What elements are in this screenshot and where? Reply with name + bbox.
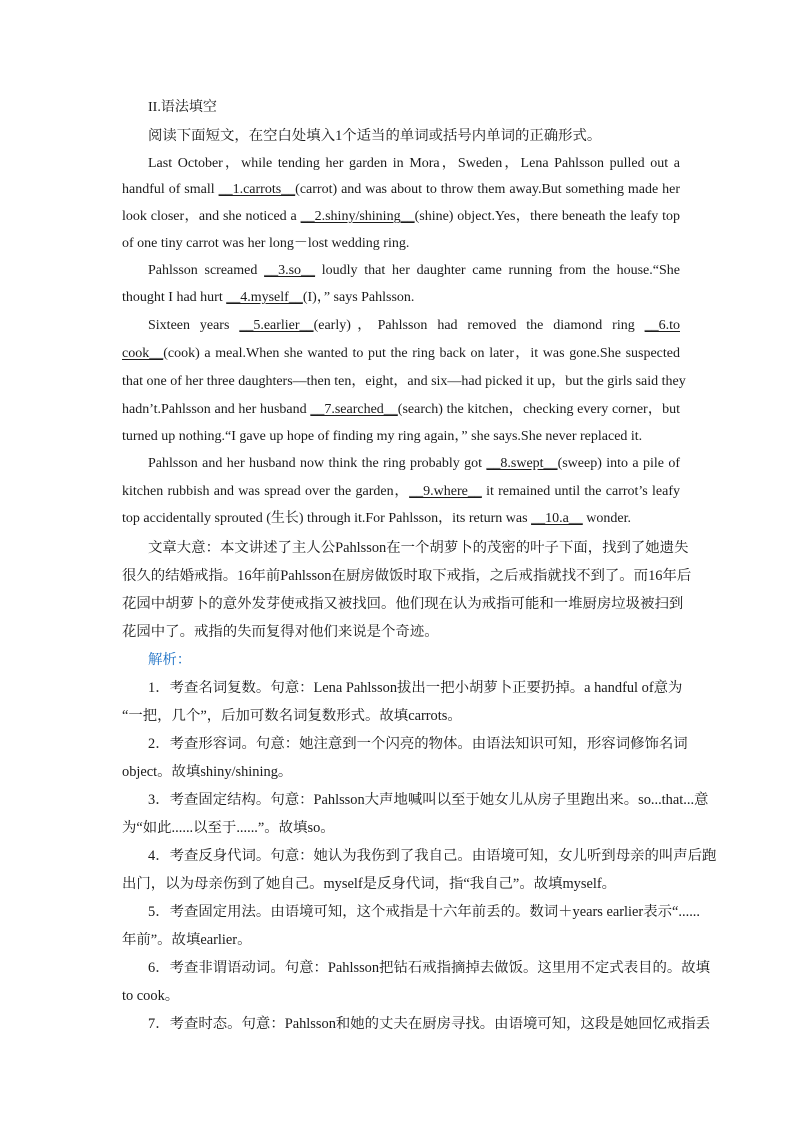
blank-answer-5: __5.earlier__: [239, 318, 314, 333]
blank-answer-1: __1.carrots__: [218, 182, 296, 197]
passage-line: turned up nothing.“I gave up hope of finding my ring again，” she says.She never replaced it.: [122, 429, 643, 444]
analysis-line: to cook。: [122, 988, 180, 1004]
analysis-line: 为“如此......以至于......”。故填so。: [122, 820, 335, 836]
passage-line: of one tiny carrot was her long－lost wedding ring.: [122, 236, 410, 251]
analysis-line: 6．考查非谓语动词。句意：Pahlsson把钻石戒指摘掉去做饭。这里用不定式表目的。故填: [148, 960, 711, 976]
summary-line: 花园中了。戒指的失而复得对他们来说是个奇迹。: [122, 624, 439, 640]
analysis-line: 5．考查固定用法。由语境可知，这个戒指是十六年前丢的。数词＋years earlier表示“......: [148, 904, 700, 920]
passage-line: thought I had hurt __4.myself__(I)，” says Pahlsson.: [122, 290, 415, 305]
analysis-line: 1．考查名词复数。句意：Lena Pahlsson拔出一把小胡萝卜正要扔掉。a handful of意为: [148, 680, 683, 696]
analysis-line: 7．考查时态。句意：Pahlsson和她的丈夫在厨房寻找。由语境可知，这段是她回忆戒指丢: [148, 1016, 711, 1032]
analysis-line: 出门，以为母亲伤到了她自己。myself是反身代词，指“我自己”。故填myself。: [122, 876, 617, 892]
summary-line: 很久的结婚戒指。16年前Pahlsson在厨房做饭时取下戒指，之后戒指就找不到了。而16年后: [122, 568, 692, 584]
passage-line: Last October，while tending her garden in Mora，Sweden，Lena Pahlsson pulled out a: [148, 156, 680, 171]
blank-answer-9: __9.where__: [409, 484, 482, 499]
blank-answer-6-cont: cook__: [122, 346, 164, 361]
blank-answer-6: __6.to: [644, 318, 680, 333]
instruction: 阅读下面短文，在空白处填入1个适当的单词或括号内单词的正确形式。: [148, 128, 602, 144]
passage-line: hadn’t.Pahlsson and her husband __7.searched__(search) the kitchen，checking every corner，but: [122, 402, 680, 417]
summary-line: 花园中胡萝卜的意外发芽使戒指又被找回。他们现在认为戒指可能和一堆厨房垃圾被扫到: [122, 596, 684, 612]
summary-line: 文章大意：本文讲述了主人公Pahlsson在一个胡萝卜的茂密的叶子下面，找到了她遗失: [148, 540, 689, 556]
passage-line: handful of small __1.carrots__(carrot) and was about to throw them away.But something made her: [122, 182, 681, 197]
passage-line: Pahlsson and her husband now think the ring probably got __8.swept__(sweep) into a pile of: [148, 456, 680, 471]
analysis-line: 年前”。故填earlier。: [122, 932, 252, 948]
passage-line: cook__(cook) a meal.When she wanted to put the ring back on later，it was gone.She suspected: [122, 346, 680, 361]
blank-answer-3: __3.so__: [264, 263, 316, 278]
analysis-line: 3．考查固定结构。句意：Pahlsson大声地喊叫以至于她女儿从房子里跑出来。so...that...意: [148, 792, 709, 808]
analysis-line: object。故填shiny/shining。: [122, 764, 293, 780]
analysis-line: 2．考查形容词。句意：她注意到一个闪亮的物体。由语法知识可知，形容词修饰名词: [148, 736, 688, 752]
passage-line: top accidentally sprouted (生长) through it.For Pahlsson，its return was __10.a__ wonder.: [122, 511, 631, 526]
section-title: II.语法填空: [148, 100, 217, 115]
blank-answer-7: __7.searched__: [310, 402, 398, 417]
analysis-line: 4．考查反身代词。句意：她认为我伤到了我自己。由语境可知，女儿听到母亲的叫声后跑: [148, 848, 717, 864]
analysis-label: 解析：: [148, 652, 192, 668]
blank-answer-4: __4.myself__: [226, 290, 303, 305]
passage-line: Sixteen years __5.earlier__(early)，Pahlsson had removed the diamond ring __6.to: [148, 318, 680, 333]
blank-answer-8: __8.swept__: [486, 456, 558, 471]
blank-answer-10: __10.a__: [531, 511, 583, 526]
passage-line: look closer，and she noticed a __2.shiny/shining__(shine) object.Yes，there beneath the leafy top: [122, 209, 680, 224]
passage-line: that one of her three daughters—then ten，eight，and six—had picked it up，but the girls said they: [122, 374, 686, 389]
passage-line: kitchen rubbish and was spread over the garden，__9.where__ it remained until the carrot’s leafy: [122, 484, 680, 499]
analysis-line: “一把，几个”，后加可数名词复数形式。故填carrots。: [122, 708, 462, 724]
blank-answer-2: __2.shiny/shining__: [300, 209, 415, 224]
passage-line: Pahlsson screamed __3.so__ loudly that her daughter came running from the house.“She: [148, 263, 680, 278]
